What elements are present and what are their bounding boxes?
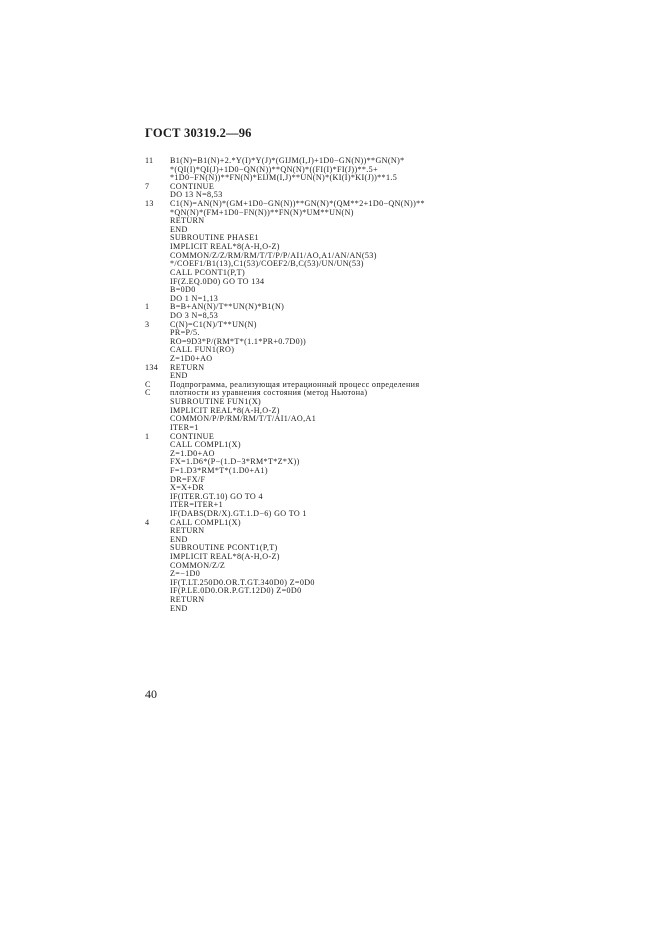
line-text: CONTINUE: [170, 181, 215, 191]
line-text: C(N)=C1(N)/T**UN(N): [170, 319, 257, 329]
line-text: F=1.D3*RM*T*(1.D0+A1): [170, 465, 268, 475]
line-text: DO 3 N=8,53: [170, 310, 219, 320]
line-label: [145, 286, 170, 295]
line-label: [145, 415, 170, 424]
line-text: IMPLICIT REAL*8(A-H,O-Z): [170, 405, 280, 415]
line-label: [145, 527, 170, 536]
line-text: ITER=1: [170, 422, 199, 432]
line-label: [145, 484, 170, 493]
line-text: IMPLICIT REAL*8(A-H,O-Z): [170, 242, 280, 252]
line-text: *1D0−FN(N))**FN(N)*EIJM(I,J)**UN(N)*(KI(I)*KI(J))**1.5: [170, 173, 398, 183]
code-line: [145, 217, 645, 226]
code-line: [145, 364, 645, 373]
line-label: [145, 562, 170, 571]
line-text: COMMON/Z/Z: [170, 560, 226, 570]
line-text: COMMON/P/P/RM/RM/T/T/AI1/AO,A1: [170, 414, 317, 424]
code-line: [145, 562, 645, 571]
line-text: RETURN: [170, 526, 205, 536]
line-text: RETURN: [170, 595, 205, 605]
line-text: END: [170, 371, 188, 381]
line-label: 4: [145, 517, 150, 527]
line-text: Z=1D0+AO: [170, 354, 213, 364]
line-label: [145, 234, 170, 243]
code-line: [145, 174, 645, 183]
line-text: X=X+DR: [170, 483, 205, 493]
code-line: [145, 321, 645, 330]
line-text: IF(ITER.GT.10) GO TO 4: [170, 491, 263, 501]
line-text: CALL COMPL1(X): [170, 517, 241, 527]
line-text: ITER=ITER+1: [170, 500, 223, 510]
line-label: 134: [145, 362, 159, 372]
line-text: CALL COMPL1(X): [170, 440, 241, 450]
line-label: [145, 476, 170, 485]
code-line: [145, 519, 645, 528]
code-line: [145, 596, 645, 605]
line-label: [145, 441, 170, 450]
code-line: [145, 587, 645, 596]
line-label: [145, 252, 170, 261]
line-label: [145, 260, 170, 269]
line-text: CONTINUE: [170, 431, 215, 441]
line-label: [145, 458, 170, 467]
line-label: [145, 605, 170, 614]
line-text: CALL PCONT1(P,T): [170, 267, 245, 277]
line-text: IMPLICIT REAL*8(A-H,O-Z): [170, 552, 280, 562]
line-text: B1(N)=B1(N)+2.*Y(I)*Y(J)*(GIJM(I,J)+1D0−GN(N))**GN(N)*: [170, 156, 405, 165]
line-label: C: [145, 388, 151, 398]
document-header: ГОСТ 30319.2—96: [145, 126, 252, 140]
line-text: IF(T.LT.250D0.OR.T.GT.340D0) Z=0D0: [170, 577, 315, 587]
line-label: [145, 269, 170, 278]
line-text: *(QI(I)*QI(J)+1D0−QN(N))**QN(N)*((FI(I)*FI(J))**.5+: [170, 164, 378, 174]
line-label: [145, 209, 170, 218]
line-label: 13: [145, 199, 154, 209]
code-line: [145, 441, 645, 450]
line-text: SUBROUTINE FUN1(X): [170, 397, 262, 407]
line-label: [145, 587, 170, 596]
line-text: SUBROUTINE PCONT1(P,T): [170, 543, 278, 553]
code-line: [145, 467, 645, 476]
line-label: [145, 553, 170, 562]
line-label: [145, 596, 170, 605]
line-text: END: [170, 224, 188, 234]
line-text: RETURN: [170, 216, 205, 226]
page-number: 40: [145, 687, 157, 701]
line-label: [145, 166, 170, 175]
line-label: [145, 536, 170, 545]
line-label: 3: [145, 319, 150, 329]
line-label: 1: [145, 302, 150, 312]
line-text: B=B+AN(N)/T**UN(N)*B1(N): [170, 302, 285, 312]
code-line: [145, 476, 645, 485]
line-text: COMMON/Z/Z/RM/RM/T/T/P/P/AI1/AO,A1/AN/AN(53): [170, 250, 377, 260]
line-text: FX=1.D6*(P−(1.D−3*RM*T*Z*X)): [170, 457, 300, 467]
line-text: END: [170, 603, 188, 613]
line-text: SUBROUTINE PHASE1: [170, 233, 259, 243]
line-label: 11: [145, 156, 154, 165]
line-label: [145, 338, 170, 347]
line-label: [145, 493, 170, 502]
line-text: DR=FX/F: [170, 474, 206, 484]
line-text: Z=−1D0: [170, 569, 201, 579]
line-text: RO=9D3*P/(RM*T*(1.1*PR+0.7D0)): [170, 336, 307, 346]
line-label: [145, 217, 170, 226]
line-label: [145, 243, 170, 252]
line-text: B=0D0: [170, 285, 196, 295]
line-label: [145, 407, 170, 416]
line-label: [145, 398, 170, 407]
line-label: [145, 570, 170, 579]
line-label: 1: [145, 431, 150, 441]
fortran-code-listing: [145, 157, 645, 613]
line-label: [145, 501, 170, 510]
line-text: RETURN: [170, 362, 205, 372]
code-line: [145, 424, 645, 433]
line-text: DO 1 N=1,13: [170, 293, 219, 303]
line-text: CALL FUN1(RO): [170, 345, 235, 355]
line-text: END: [170, 534, 188, 544]
line-label: [145, 226, 170, 235]
line-label: 7: [145, 181, 150, 191]
line-text: */COEF1/B1(13),C1(53)/COEF2/B,C(53)/UN/UN(53): [170, 259, 364, 269]
line-label: [145, 579, 170, 588]
line-text: DO 13 N=8,53: [170, 190, 223, 200]
line-label: [145, 329, 170, 338]
code-line: [145, 278, 645, 287]
line-text: плотности из уравнения состояния (метод Ньютона): [170, 388, 368, 398]
line-text: *QN(N)*(FM+1D0−FN(N))**FN(N)*UM**UN(N): [170, 207, 354, 217]
line-text: PR=P/5.: [170, 328, 200, 338]
line-label: [145, 450, 170, 459]
line-label: [145, 278, 170, 287]
code-line: [145, 209, 645, 218]
line-label: [145, 346, 170, 355]
line-text: Подпрограмма, реализующая итерационный процесс определения: [170, 379, 420, 389]
code-line: [145, 355, 645, 364]
code-line: [145, 286, 645, 295]
code-line: [145, 605, 645, 614]
line-label: [145, 467, 170, 476]
code-line: [145, 415, 645, 424]
code-line: [145, 346, 645, 355]
line-label: [145, 544, 170, 553]
line-text: Z=1.D0+AO: [170, 448, 215, 458]
line-label: C: [145, 379, 151, 389]
code-line: [145, 527, 645, 536]
line-text: IF(DABS(DR/X).GT.1.D−6) GO TO 1: [170, 508, 307, 518]
code-line: [145, 303, 645, 312]
line-text: IF(Z.EQ.0D0) GO TO 134: [170, 276, 265, 286]
line-text: C1(N)=AN(N)*(GM+1D0−GN(N))**GN(N)*(QM**2+1D0−QN(N))**: [170, 199, 425, 209]
line-text: IF(P.LE.0D0.OR.P.GT.12D0) Z=0D0: [170, 586, 302, 596]
